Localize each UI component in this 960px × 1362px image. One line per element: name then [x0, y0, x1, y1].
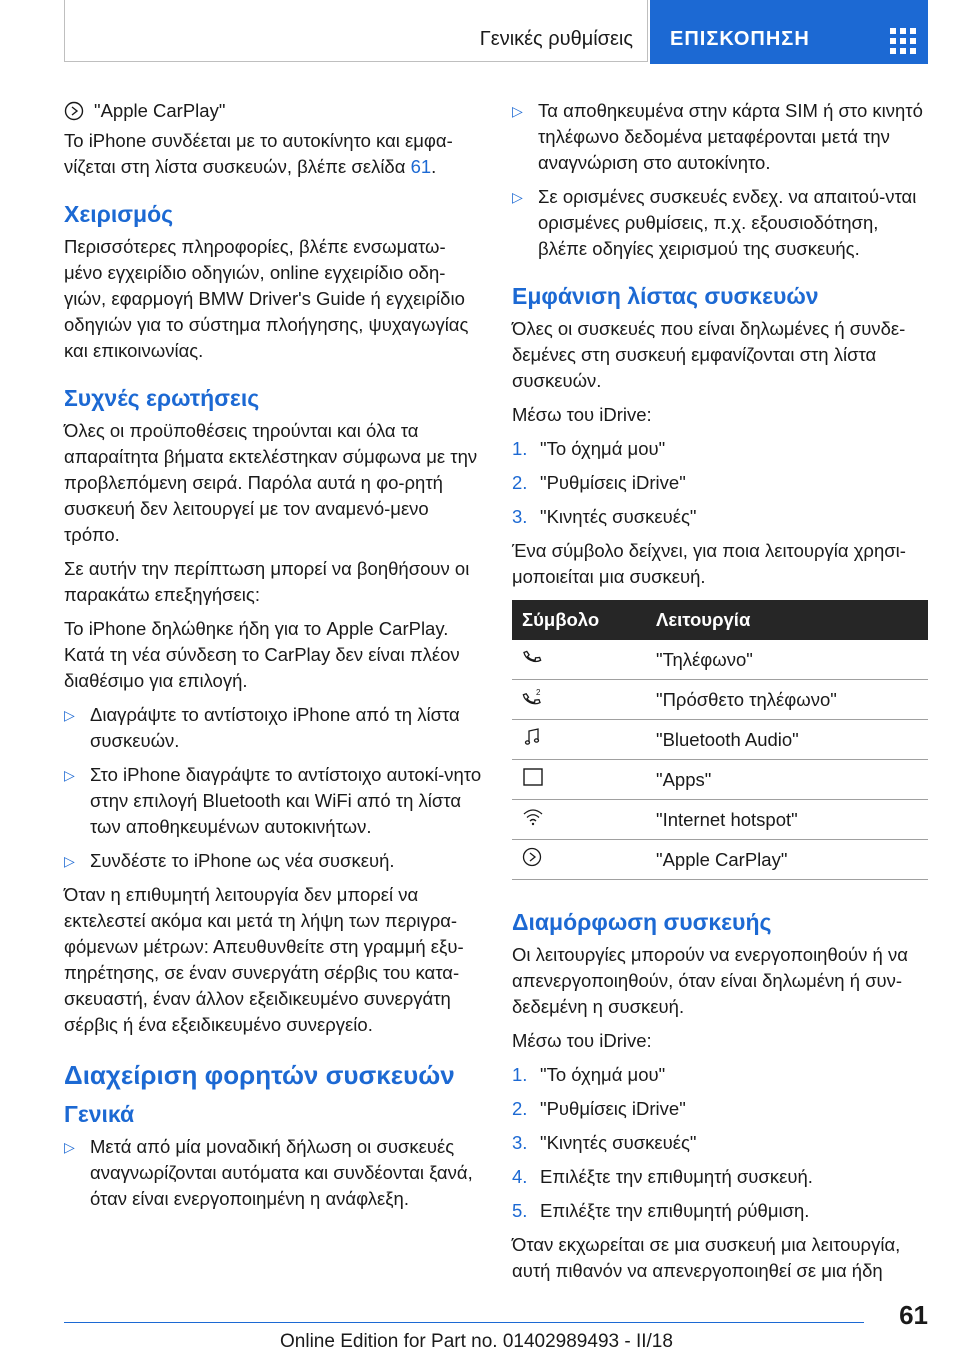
- table-cell-label: "Πρόσθετο τηλέφωνο": [646, 680, 928, 720]
- faq-bullet: ▷ Στο iPhone διαγράψτε το αντίστοιχο αυτοκί-νητο στην επιλογή Bluetooth και WiFi από τη λίστα των αποθηκευμένων αυτοκινήτων.: [64, 762, 482, 840]
- triangle-bullet-icon: ▷: [512, 189, 523, 205]
- config-paragraph-1: Οι λειτουργίες μπορούν να ενεργοποιηθούν ή να απενεργοποιηθούν, όταν είναι δηλωμένη ή συν-δεδεμένη η συσκευή.: [512, 944, 908, 1017]
- list-paragraph-1: Όλες οι συσκευές που είναι δηλωμένες ή συνδε-δεμένες στη συσκευή εμφανίζονται στη λίστα συσκευών.: [512, 318, 906, 391]
- heading-general: Γενικά: [64, 1101, 135, 1127]
- table-cell-label: "Τηλέφωνο": [646, 640, 928, 680]
- footer-divider: [64, 1322, 864, 1323]
- wifi-icon: [522, 807, 544, 827]
- step-item: 4. Επιλέξτε την επιθυμητή συσκευή.: [512, 1166, 813, 1187]
- step-item: 3. "Κινητές συσκευές": [512, 506, 697, 527]
- footer-edition: Online Edition for Part no. 01402989493 - II/18: [280, 1331, 673, 1352]
- faq-paragraph-3: Το iPhone δηλώθηκε ήδη για το Apple CarPlay. Κατά τη νέα σύνδεση το CarPlay δεν είναι πλέον διαθέσιμο για επιλογή.: [64, 618, 460, 691]
- general-bullet: ▷ Μετά από μία μοναδική δήλωση οι συσκευές αναγνωρίζονται αυτόματα και συνδέονται ξανά, όταν είναι ενεργοποιημένη η ανάφλεξη.: [64, 1134, 482, 1212]
- table-cell-label: "Apple CarPlay": [646, 840, 928, 880]
- triangle-bullet-icon: ▷: [512, 103, 523, 119]
- config-paragraph-2: Όταν εκχωρείται σε μια συσκευή μια λειτουργία, αυτή πιθανόν να απενεργοποιηθεί σε μια ήδη: [512, 1234, 901, 1281]
- table-header-function: Λειτουργία: [646, 600, 928, 640]
- additional-phone-icon: [522, 687, 544, 707]
- page-number: 61: [899, 1300, 928, 1330]
- via-idrive: Μέσω του iDrive:: [512, 1030, 652, 1051]
- top-bullet: ▷ Σε ορισμένες συσκευές ενδεχ. να απαιτού-νται ορισμένες ρυθμίσεις, π.χ. εξουσιοδότηση, βλέπε οδηγίες χειρισμού της συσκευής.: [512, 184, 930, 262]
- left-column: [64, 98, 482, 1220]
- triangle-bullet-icon: ▷: [64, 853, 75, 869]
- page-header: [64, 0, 928, 64]
- carplay-icon: [64, 101, 84, 121]
- apps-icon: [522, 767, 544, 787]
- table-cell-label: "Bluetooth Audio": [646, 720, 928, 760]
- table-row: [512, 680, 928, 720]
- triangle-bullet-icon: ▷: [64, 767, 75, 783]
- grid-menu-icon: [890, 28, 916, 54]
- page-link[interactable]: 61: [410, 156, 432, 177]
- top-bullet: ▷ Τα αποθηκευμένα στην κάρτα SIM ή στο κινητό τηλέφωνο δεδομένα μεταφέρονται μετά την αναγνώριση στο αυτοκίνητο.: [512, 98, 930, 176]
- step-item: 1. "Το όχημά μου": [512, 438, 666, 459]
- triangle-bullet-icon: ▷: [64, 1139, 75, 1155]
- table-row: [512, 640, 928, 680]
- section-title: Γενικές ρυθμίσεις: [479, 28, 633, 50]
- svg-text:2: 2: [536, 688, 541, 697]
- faq-paragraph-2: Σε αυτήν την περίπτωση μπορεί να βοηθήσουν οι παρακάτω επεξηγήσεις:: [64, 558, 470, 605]
- triangle-bullet-icon: ▷: [64, 707, 75, 723]
- symbol-table: [512, 600, 928, 880]
- heading-device-list: Εμφάνιση λίστας συσκευών: [512, 283, 819, 309]
- heading-operation: Χειρισμός: [64, 201, 174, 227]
- heading-faq: Συχνές ερωτήσεις: [64, 385, 260, 411]
- step-item: 2. "Ρυθμίσεις iDrive": [512, 472, 686, 493]
- carplay-item-label: "Apple CarPlay": [94, 100, 226, 121]
- right-column: [512, 98, 930, 1292]
- faq-paragraph-4: Όταν η επιθυμητή λειτουργία δεν μπορεί να εκτελεστεί ακόμα και μετά τη λήψη των περιγρα-φόμενων μέτρων: Απευθυνθείτε στη γραμμή εξυ-πηρέτησης, σε έναν συνεργάτη σέρβις του κατα-σκευαστή, έναν άλλον εξειδικευμένο συνεργάτη σέρβις ή ένα εξειδικευμένο συνεργείο.: [64, 884, 464, 1035]
- table-header-row: [512, 600, 928, 640]
- faq-bullet: ▷ Διαγράψτε το αντίστοιχο iPhone από τη λίστα συσκευών.: [64, 702, 482, 754]
- overview-tab-label: ΕΠΙΣΚΟΠΗΣΗ: [670, 28, 810, 50]
- faq-paragraph-1: Όλες οι προϋποθέσεις τηρούνται και όλα τα απαραίτητα βήματα εκτελέστηκαν σύμφωνα με την προβλεπόμενη σειρά. Παρόλα αυτά η φο-ρητή συσκευή δεν λειτουργεί με τον αναμενό-μενο τρόπο.: [64, 420, 478, 545]
- carplay-icon: [522, 847, 542, 867]
- step-item: 3. "Κινητές συσκευές": [512, 1132, 697, 1153]
- operation-text: Περισσότερες πληροφορίες, βλέπε ενσωματω-μένο εγχειρίδιο οδηγιών, online εγχειρίδιο οδη-γιών, εφαρμογή BMW Driver's Guide ή εγχειρίδιο οδηγιών για το σύστημα πλοήγησης, ψυχαγωγίας και επικοινωνίας.: [64, 236, 469, 361]
- faq-bullet: ▷ Συνδέστε το iPhone ως νέα συσκευή.: [64, 848, 482, 874]
- table-cell-label: "Apps": [646, 760, 928, 800]
- heading-manage-devices: Διαχείριση φορητών συσκευών: [64, 1060, 455, 1090]
- table-row: [512, 760, 928, 800]
- step-item: 2. "Ρυθμίσεις iDrive": [512, 1098, 686, 1119]
- section-title-box: [64, 0, 648, 62]
- table-row: [512, 720, 928, 760]
- table-row: [512, 840, 928, 880]
- carplay-description: Το iPhone συνδέεται με το αυτοκίνητο και εμφα-νίζεται στη λίστα συσκευών, βλέπε σελίδα 61.: [64, 130, 453, 177]
- step-item: 5. Επιλέξτε την επιθυμητή ρύθμιση.: [512, 1200, 810, 1221]
- list-paragraph-2: Ένα σύμβολο δείχνει, για ποια λειτουργία χρησι-μοποιείται μια συσκευή.: [512, 540, 906, 587]
- carplay-item: [64, 98, 482, 124]
- via-idrive: Μέσω του iDrive:: [512, 404, 652, 425]
- phone-icon: [522, 647, 542, 667]
- table-header-symbol: Σύμβολο: [512, 600, 646, 640]
- table-cell-label: "Internet hotspot": [646, 800, 928, 840]
- overview-tab[interactable]: [650, 0, 928, 64]
- heading-device-config: Διαμόρφωση συσκευής: [512, 909, 772, 935]
- step-item: 1. "Το όχημά μου": [512, 1064, 666, 1085]
- music-note-icon: [522, 727, 542, 747]
- table-row: [512, 800, 928, 840]
